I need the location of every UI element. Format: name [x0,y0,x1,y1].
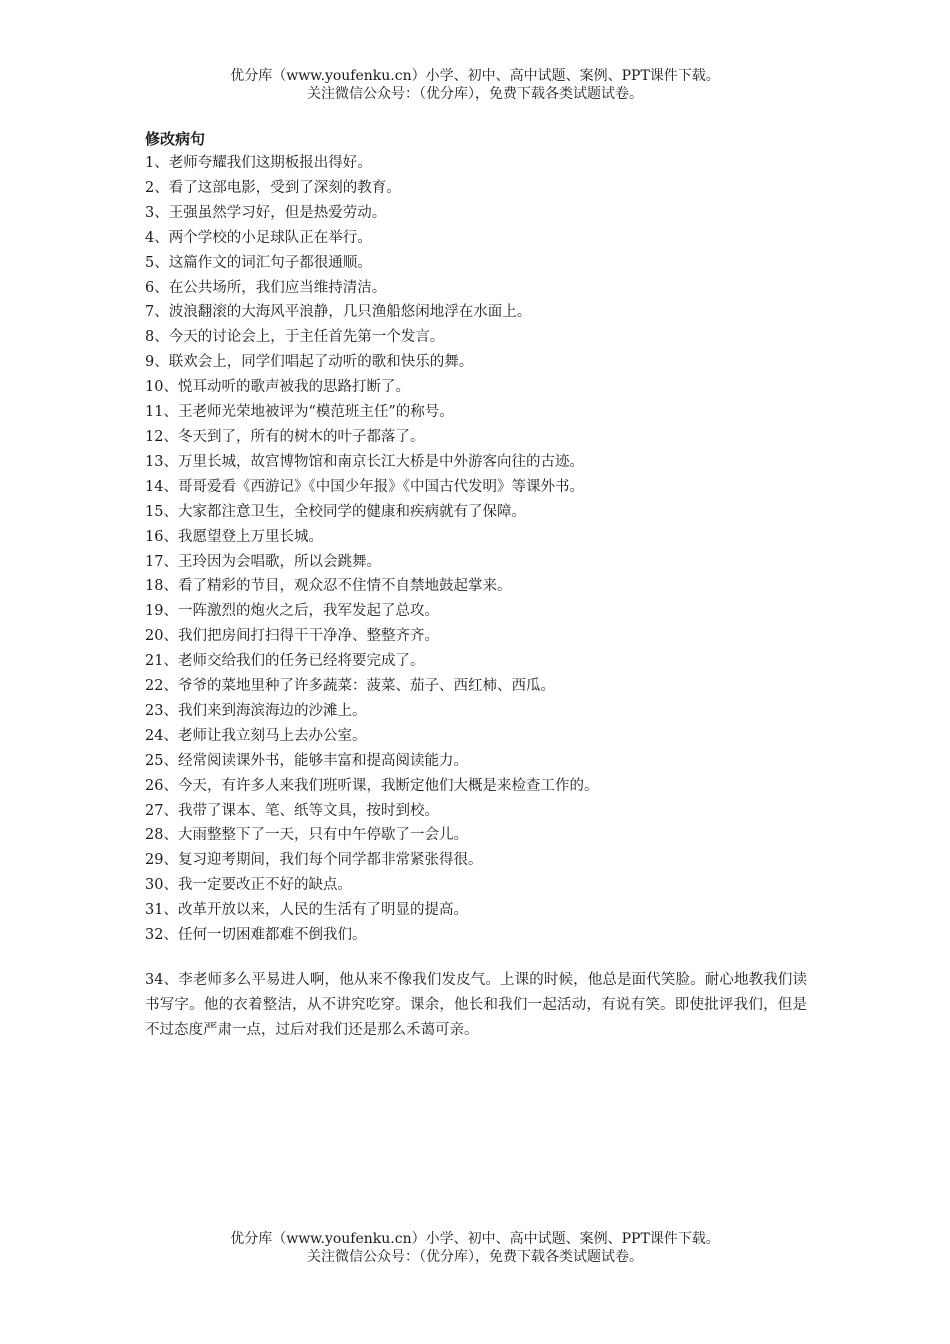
sentence-item: 28、大雨整整下了一天，只有中午停歇了一会儿。 [145,827,468,844]
sentence-item: 24、老师让我立刻马上去办公室。 [145,727,367,744]
sentence-item: 15、大家都注意卫生，全校同学的健康和疾病就有了保障。 [145,503,526,520]
page-header [0,67,950,103]
header-line-2: 关注微信公众号：（优分库），免费下载各类试题试卷。 [307,86,643,102]
sentence-item: 13、万里长城，故宫博物馆和南京长江大桥是中外游客向往的古迹。 [145,453,584,470]
sentence-item: 17、王玲因为会唱歌，所以会跳舞。 [145,553,381,570]
header-line-1: 优分库（www.youfenku.cn）小学、初中、高中试题、案例、PPT课件下载。 [230,68,720,84]
document-body [145,127,807,1043]
sentence-item: 31、改革开放以来，人民的生活有了明显的提高。 [145,902,468,919]
sentence-item: 27、我带了课本、笔、纸等文具，按时到校。 [145,802,439,819]
sentence-item: 22、爷爷的菜地里种了许多蔬菜：菠菜、茄子、西红柿、西瓜。 [145,678,555,695]
sentence-item: 20、我们把房间打扫得干干净净、整整齐齐。 [145,628,439,645]
page-footer [0,1230,950,1266]
sentence-item: 26、今天，有许多人来我们班听课，我断定他们大概是来检查工作的。 [145,777,599,794]
sentence-item: 2、看了这部电影，受到了深刻的教育。 [145,179,401,196]
sentence-item: 19、一阵激烈的炮火之后，我军发起了总攻。 [145,603,439,620]
sentence-item: 5、这篇作文的词汇句子都很通顺。 [145,254,372,271]
sentence-item: 12、冬天到了，所有的树木的叶子都落了。 [145,428,425,445]
sentence-item: 16、我愿望登上万里长城。 [145,528,323,545]
sentence-item: 14、哥哥爱看《西游记》《中国少年报》《中国古代发明》等课外书。 [145,478,584,495]
sentence-item: 30、我一定要改正不好的缺点。 [145,877,352,894]
sentence-item: 10、悦耳动听的歌声被我的思路打断了。 [145,379,410,396]
sentence-item: 25、经常阅读课外书，能够丰富和提高阅读能力。 [145,752,468,769]
sentence-item: 8、今天的讨论会上，于主任首先第一个发言。 [145,329,445,346]
exercise-paragraph: 34、李老师多么平易进人啊，他从来不像我们发皮气。上课的时候，他总是面代笑脸。耐心地教我们读书写字。他的衣着整洁，从不讲究吃穿。课余，他长和我们一起活动，有说有笑。即使批评我们，但是不过态度严肃一点，过后对我们还是那么禾蔼可亲。 [145,972,807,1038]
sentence-item: 32、任何一切困难都难不倒我们。 [145,927,367,944]
footer-line-2: 关注微信公众号：（优分库），免费下载各类试题试卷。 [307,1249,643,1265]
sentence-item: 29、复习迎考期间，我们每个同学都非常紧张得很。 [145,852,483,869]
sentence-item: 1、老师夸耀我们这期板报出得好。 [145,155,372,171]
sentence-item: 23、我们来到海滨海边的沙滩上。 [145,702,367,719]
sentence-item: 9、联欢会上，同学们唱起了动听的歌和快乐的舞。 [145,354,474,371]
sentence-item: 18、看了精彩的节目，观众忍不住情不自禁地鼓起掌来。 [145,578,512,595]
sentence-item: 21、老师交给我们的任务已经将要完成了。 [145,653,425,670]
sentence-item: 7、波浪翻滚的大海风平浪静，几只渔船悠闲地浮在水面上。 [145,304,532,321]
sentence-item: 3、王强虽然学习好，但是热爱劳动。 [145,204,387,221]
footer-line-1: 优分库（www.youfenku.cn）小学、初中、高中试题、案例、PPT课件下载。 [230,1231,720,1247]
section-title: 修改病句 [145,130,206,148]
sentence-item: 6、在公共场所，我们应当维持清洁。 [145,279,387,296]
sentence-item: 11、王老师光荣地被评为“模范班主任”的称号。 [145,404,454,421]
sentence-list [145,151,807,948]
sentence-item: 4、两个学校的小足球队正在举行。 [145,229,372,246]
